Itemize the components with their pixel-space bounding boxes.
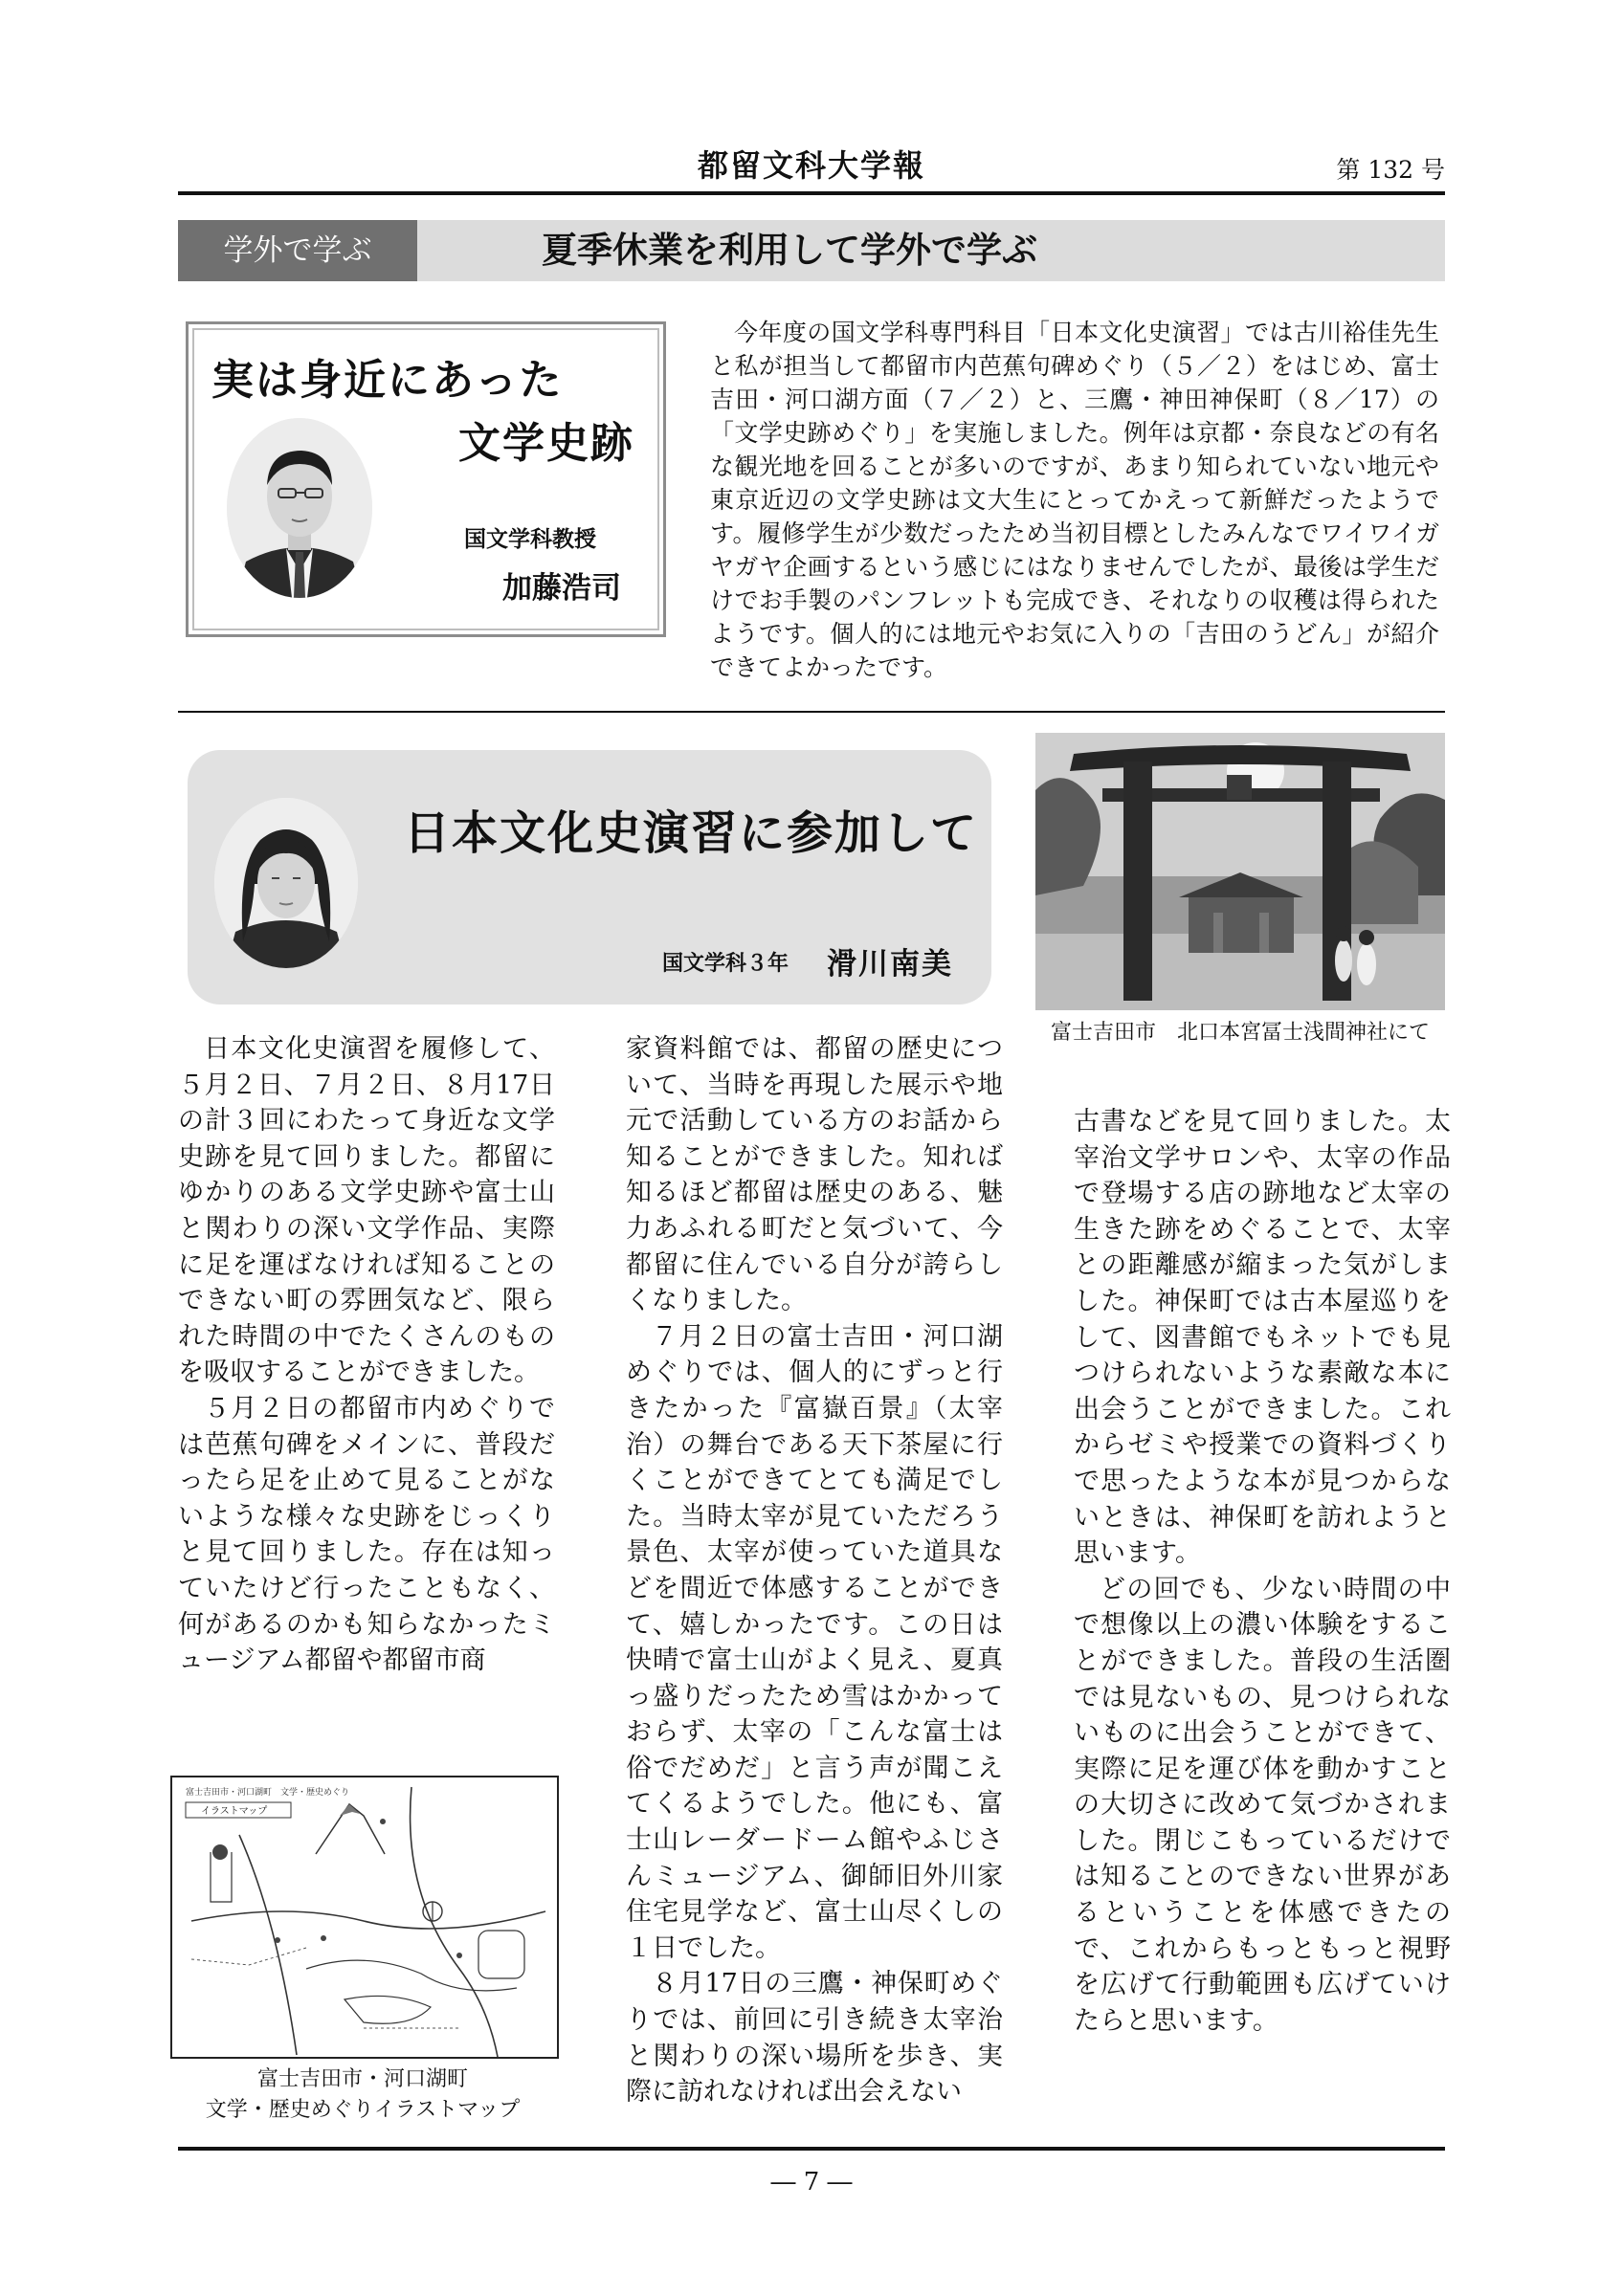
section-title: 夏季休業を利用して学外で学ぶ: [542, 230, 1037, 271]
journal-title: 都留文科大学報: [697, 147, 925, 184]
intro-paragraph: [710, 316, 1439, 684]
col3-paragraph-2: どの回でも、少ない時間の中で想像以上の濃い体験をすることができました。普段の生活圏では見ないもの、見つけられないものに出会うことができて、実際に足を運び体を動かすことの大切さに改めて気づかされました。閉じこもっているだけでは知ることのできない世界があるということを体感できたので、これからもっともっと視野を広げて行動範囲も広げていけたらと思います。: [1074, 1574, 1451, 2036]
feature-author-dept: 国文学科３年: [662, 952, 789, 976]
section-tag: 学外で学ぶ: [178, 220, 417, 281]
intro-heading-box: [186, 321, 666, 637]
map-label: イラストマップ: [201, 1806, 268, 1817]
intro-heading-line2: 文学史跡: [458, 419, 634, 468]
body-column-3: [1074, 1104, 1451, 2039]
feature-banner: [188, 750, 991, 1004]
issue-number: 第 132 号: [1336, 156, 1445, 184]
col3-paragraph-1: 古書などを見て回りました。太宰治文学サロンや、太宰の作品で登場する店の跡地など太宰の生きた跡をめぐることで、太宰との距離感が縮まった気がしました。神保町では古本屋巡りをして、図書館でもネットでも見つけられないような素敵な本に出会うことができました。これからゼミや授業での資料づくりで思ったような本が見つからないときは、神保町を訪れようと思います。: [1074, 1107, 1451, 1569]
col1-paragraph-2: ５月２日の都留市内めぐりでは芭蕉句碑をメインに、普段だったら足を止めて見ることがないような様々な史跡をじっくりと見て回りました。存在は知っていたけど行ったこともなく、何があるのかも知らなかったミュージアム都留や都留市商: [178, 1393, 555, 1676]
section-divider: [178, 711, 1445, 713]
intro-author-title: 国文学科教授: [464, 527, 596, 552]
body-column-1: [178, 1031, 555, 1679]
illustrated-map: [170, 1776, 559, 2059]
author-portrait: [227, 418, 372, 598]
torii-gate-photo: [1035, 733, 1445, 1010]
footer-rule: [178, 2147, 1445, 2151]
feature-author-name: 滑川南美: [827, 947, 953, 982]
intro-heading-line1: 実は身近にあった: [211, 356, 564, 405]
shrine-photo: [1035, 733, 1445, 1010]
student-portrait: [214, 798, 358, 968]
page-number: ― 7 ―: [770, 2168, 853, 2197]
map-caption: [170, 2064, 555, 2126]
col1-paragraph-1: 日本文化史演習を履修して、５月２日、７月２日、８月17日の計３回にわたって身近な文学史跡を見て回りました。都留にゆかりのある文学史跡や富士山と関わりの深い文学作品、実際に足を運ばなければ知ることのできない町の雰囲気など、限られた時間の中でたくさんのものを吸収することができました。: [178, 1034, 555, 1388]
col2-paragraph-3: ８月17日の三鷹・神保町めぐりでは、前回に引き続き太宰治と関わりの深い場所を歩き、実際に訪れなければ出会えない: [626, 1969, 1003, 2108]
map-caption-line2: 文学・歴史めぐりイラストマップ: [205, 2098, 521, 2122]
header-rule: [178, 191, 1445, 195]
intro-author-name: 加藤浩司: [502, 571, 621, 606]
col2-paragraph-1: 家資料館では、都留の歴史について、当時を再現した展示や地元で活動している方のお話から知ることができました。知れば知るほど都留は歴史のある、魅力あふれる町だと気づいて、今都留に住んでいる自分が誇らしくなりました。: [626, 1034, 1003, 1316]
map-header-note: 富士吉田市・河口湖町 文学・歴史めぐり: [186, 1788, 350, 1798]
intro-paragraph-text: 今年度の国文学科専門科目「日本文化史演習」では古川裕佳先生と私が担当して都留市内芭蕉句碑めぐり（５／２）をはじめ、富士吉田・河口湖方面（７／２）と、三鷹・神田神保町（８／17）の「文学史跡めぐり」を実施しました。例年は京都・奈良などの有名な観光地を回ることが多いのですが、あまり知られていない地元や東京近辺の文学史跡は文大生にとってかえって新鮮だったようです。履修学生が少数だったため当初目標としたみんなでワイワイガヤガヤ企画するという感じにはなりませんでしたが、最後は学生だけでお手製のパンフレットも完成でき、それなりの収穫は得られたようです。個人的には地元やお気に入りの「吉田のうどん」が紹介できてよかったです。: [710, 319, 1439, 681]
col2-paragraph-2: ７月２日の富士吉田・河口湖めぐりでは、個人的にずっと行きたかった『富嶽百景』（太宰治）の舞台である天下茶屋に行くことができてとても満足でした。当時太宰が見ていただろう景色、太宰が使っていた道具などを間近で体感することができて、嬉しかったです。この日は快晴で富士山がよく見え、夏真っ盛りだったため雪はかかっておらず、太宰の「こんな富士は俗でだめだ」と言う声が聞こえてくるようでした。他にも、富士山レーダードーム館やふじさんミュージアム、御師旧外川家住宅見学など、富士山尽くしの１日でした。: [626, 1321, 1003, 1963]
portrait-man-illustration: [227, 418, 372, 598]
feature-title: 日本文化史演習に参加して: [404, 806, 979, 860]
photo-caption: 富士吉田市 北口本宮冨士浅間神社にて: [1050, 1021, 1430, 1045]
body-column-2: [626, 1031, 1003, 2110]
portrait-woman-illustration: [214, 798, 358, 968]
hand-drawn-map: [172, 1777, 557, 2057]
map-caption-line1: 富士吉田市・河口湖町: [256, 2067, 468, 2091]
section-banner: [178, 220, 1445, 281]
